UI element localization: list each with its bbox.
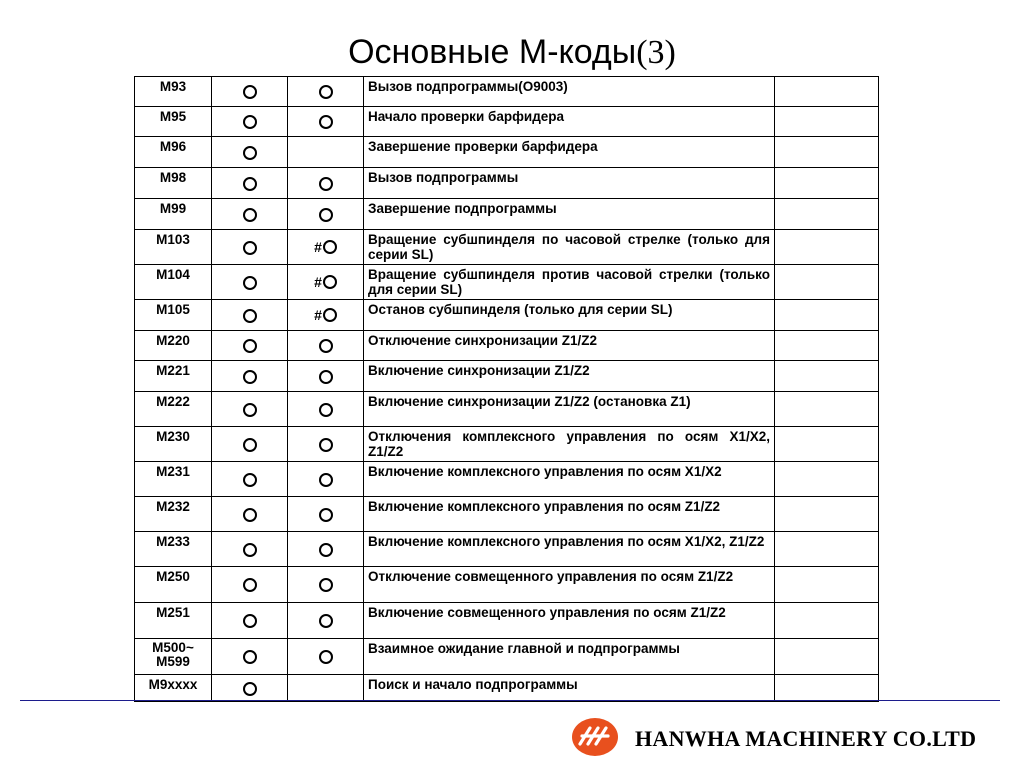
mark-cell-1 — [212, 77, 288, 107]
mark-cell-2 — [288, 199, 364, 230]
circle-icon — [319, 508, 333, 522]
empty-cell — [775, 137, 879, 168]
circle-icon — [323, 308, 337, 322]
description-cell: Вращение субшпинделя против часовой стрелки (только для серии SL) — [364, 265, 775, 300]
circle-icon — [323, 240, 337, 254]
description-cell: Отключение совмещенного управления по осям Z1/Z2 — [364, 567, 775, 603]
circle-icon — [319, 208, 333, 222]
code-cell: M230 — [135, 427, 212, 462]
empty-cell — [775, 567, 879, 603]
hash-mark: # — [314, 306, 322, 323]
circle-icon — [319, 177, 333, 191]
mark-cell-1 — [212, 497, 288, 532]
mark-cell-2 — [288, 77, 364, 107]
mark-cell-1 — [212, 331, 288, 361]
table-row — [135, 137, 879, 168]
description-cell: Вызов подпрограммы — [364, 168, 775, 199]
table-row — [135, 639, 879, 675]
empty-cell — [775, 361, 879, 392]
description-cell: Включение комплексного управления по осям Z1/Z2 — [364, 497, 775, 532]
circle-icon — [319, 438, 333, 452]
table-row — [135, 497, 879, 532]
description-cell: Отключения комплексного управления по осям X1/X2, Z1/Z2 — [364, 427, 775, 462]
code-cell: M251 — [135, 603, 212, 639]
company-name: HANWHA MACHINERY CO.LTD — [635, 726, 977, 751]
description-cell: Включение синхронизации Z1/Z2 (остановка Z1) — [364, 392, 775, 427]
code-cell: M96 — [135, 137, 212, 168]
table-row — [135, 532, 879, 567]
page-title-suffix: (3) — [636, 34, 676, 71]
description-cell: Завершение подпрограммы — [364, 199, 775, 230]
empty-cell — [775, 675, 879, 702]
mark-cell-2 — [288, 462, 364, 497]
code-cell: M93 — [135, 77, 212, 107]
mark-cell-2 — [288, 265, 364, 300]
circle-icon — [319, 473, 333, 487]
empty-cell — [775, 532, 879, 567]
footer-divider — [20, 700, 1000, 701]
table-row — [135, 567, 879, 603]
code-cell: M221 — [135, 361, 212, 392]
mark-cell-2 — [288, 532, 364, 567]
empty-cell — [775, 603, 879, 639]
mark-cell-2 — [288, 331, 364, 361]
mark-cell-1 — [212, 168, 288, 199]
circle-icon — [243, 438, 257, 452]
description-cell: Вызов подпрограммы(O9003) — [364, 77, 775, 107]
circle-icon — [319, 115, 333, 129]
empty-cell — [775, 639, 879, 675]
code-cell: M95 — [135, 107, 212, 137]
circle-icon — [243, 614, 257, 628]
description-cell: Включение комплексного управления по осям X1/X2 — [364, 462, 775, 497]
circle-icon — [243, 309, 257, 323]
table-row — [135, 331, 879, 361]
mark-cell-2 — [288, 675, 364, 702]
empty-cell — [775, 300, 879, 331]
mark-cell-2 — [288, 300, 364, 331]
mark-cell-2 — [288, 392, 364, 427]
circle-icon — [243, 276, 257, 290]
description-cell: Начало проверки барфидера — [364, 107, 775, 137]
code-cell: M99 — [135, 199, 212, 230]
table-row — [135, 300, 879, 331]
code-cell — [135, 639, 212, 675]
mark-cell-2 — [288, 639, 364, 675]
description-cell: Завершение проверки барфидера — [364, 137, 775, 168]
circle-icon — [319, 543, 333, 557]
circle-icon — [243, 508, 257, 522]
mark-cell-2 — [288, 497, 364, 532]
table-row — [135, 265, 879, 300]
description-cell: Включение комплексного управления по осям X1/X2, Z1/Z2 — [364, 532, 775, 567]
hanwha-logo-icon — [570, 714, 620, 760]
code-cell: M222 — [135, 392, 212, 427]
circle-icon — [319, 370, 333, 384]
circle-icon — [243, 146, 257, 160]
mark-cell-1 — [212, 300, 288, 331]
code-line: M500~ — [152, 640, 194, 655]
page-title-main: Основные М-коды — [348, 33, 637, 71]
code-cell: M105 — [135, 300, 212, 331]
circle-icon — [243, 241, 257, 255]
circle-icon — [243, 578, 257, 592]
mark-cell-2 — [288, 603, 364, 639]
mark-cell-1 — [212, 532, 288, 567]
table-row — [135, 77, 879, 107]
circle-icon — [319, 578, 333, 592]
empty-cell — [775, 77, 879, 107]
description-cell: Взаимное ожидание главной и подпрограммы — [364, 639, 775, 675]
circle-icon — [319, 614, 333, 628]
mark-cell-1 — [212, 392, 288, 427]
mark-cell-1 — [212, 265, 288, 300]
table-row — [135, 199, 879, 230]
mark-cell-2 — [288, 230, 364, 265]
m-codes-table-body — [135, 77, 879, 702]
circle-icon — [243, 403, 257, 417]
circle-icon — [319, 85, 333, 99]
circle-icon — [243, 85, 257, 99]
description-cell: Вращение субшпинделя по часовой стрелке (только для серии SL) — [364, 230, 775, 265]
description-cell: Включение синхронизации Z1/Z2 — [364, 361, 775, 392]
mark-cell-2 — [288, 361, 364, 392]
code-cell: M231 — [135, 462, 212, 497]
table-row — [135, 427, 879, 462]
code-cell: M103 — [135, 230, 212, 265]
description-cell: Включение совмещенного управления по осям Z1/Z2 — [364, 603, 775, 639]
mark-cell-1 — [212, 137, 288, 168]
mark-cell-1 — [212, 361, 288, 392]
circle-icon — [319, 403, 333, 417]
circle-icon — [243, 177, 257, 191]
code-cell: M9xxxx — [135, 675, 212, 702]
circle-icon — [243, 682, 257, 696]
empty-cell — [775, 331, 879, 361]
mark-cell-1 — [212, 427, 288, 462]
code-cell: M220 — [135, 331, 212, 361]
description-cell: Отключение синхронизации Z1/Z2 — [364, 331, 775, 361]
mark-cell-1 — [212, 675, 288, 702]
empty-cell — [775, 107, 879, 137]
circle-icon — [319, 650, 333, 664]
code-cell: M233 — [135, 532, 212, 567]
table-row — [135, 603, 879, 639]
empty-cell — [775, 230, 879, 265]
table-row — [135, 168, 879, 199]
circle-icon — [243, 208, 257, 222]
table-row — [135, 462, 879, 497]
hash-mark: # — [314, 238, 322, 255]
empty-cell — [775, 168, 879, 199]
table-row — [135, 392, 879, 427]
table-row — [135, 675, 879, 702]
code-cell: M104 — [135, 265, 212, 300]
description-cell: Останов субшпинделя (только для серии SL) — [364, 300, 775, 331]
circle-icon — [243, 473, 257, 487]
empty-cell — [775, 265, 879, 300]
page-title — [0, 30, 1024, 75]
mark-cell-1 — [212, 199, 288, 230]
circle-icon — [243, 543, 257, 557]
circle-icon — [323, 275, 337, 289]
empty-cell — [775, 462, 879, 497]
circle-icon — [243, 370, 257, 384]
mark-cell-1 — [212, 603, 288, 639]
code-cell: M232 — [135, 497, 212, 532]
circle-icon — [243, 650, 257, 664]
empty-cell — [775, 427, 879, 462]
m-codes-table — [134, 76, 879, 702]
empty-cell — [775, 497, 879, 532]
mark-cell-1 — [212, 639, 288, 675]
mark-cell-2 — [288, 567, 364, 603]
circle-icon — [243, 339, 257, 353]
empty-cell — [775, 199, 879, 230]
mark-cell-1 — [212, 230, 288, 265]
circle-icon — [319, 339, 333, 353]
table-row — [135, 107, 879, 137]
mark-cell-2 — [288, 107, 364, 137]
mark-cell-2 — [288, 427, 364, 462]
mark-cell-1 — [212, 107, 288, 137]
table-row — [135, 361, 879, 392]
code-cell: M98 — [135, 168, 212, 199]
mark-cell-1 — [212, 462, 288, 497]
mark-cell-1 — [212, 567, 288, 603]
empty-cell — [775, 392, 879, 427]
mark-cell-2 — [288, 137, 364, 168]
description-cell: Поиск и начало подпрограммы — [364, 675, 775, 702]
hash-mark: # — [314, 273, 322, 290]
circle-icon — [243, 115, 257, 129]
code-cell: M250 — [135, 567, 212, 603]
table-row — [135, 230, 879, 265]
mark-cell-2 — [288, 168, 364, 199]
code-line: M599 — [156, 654, 190, 669]
